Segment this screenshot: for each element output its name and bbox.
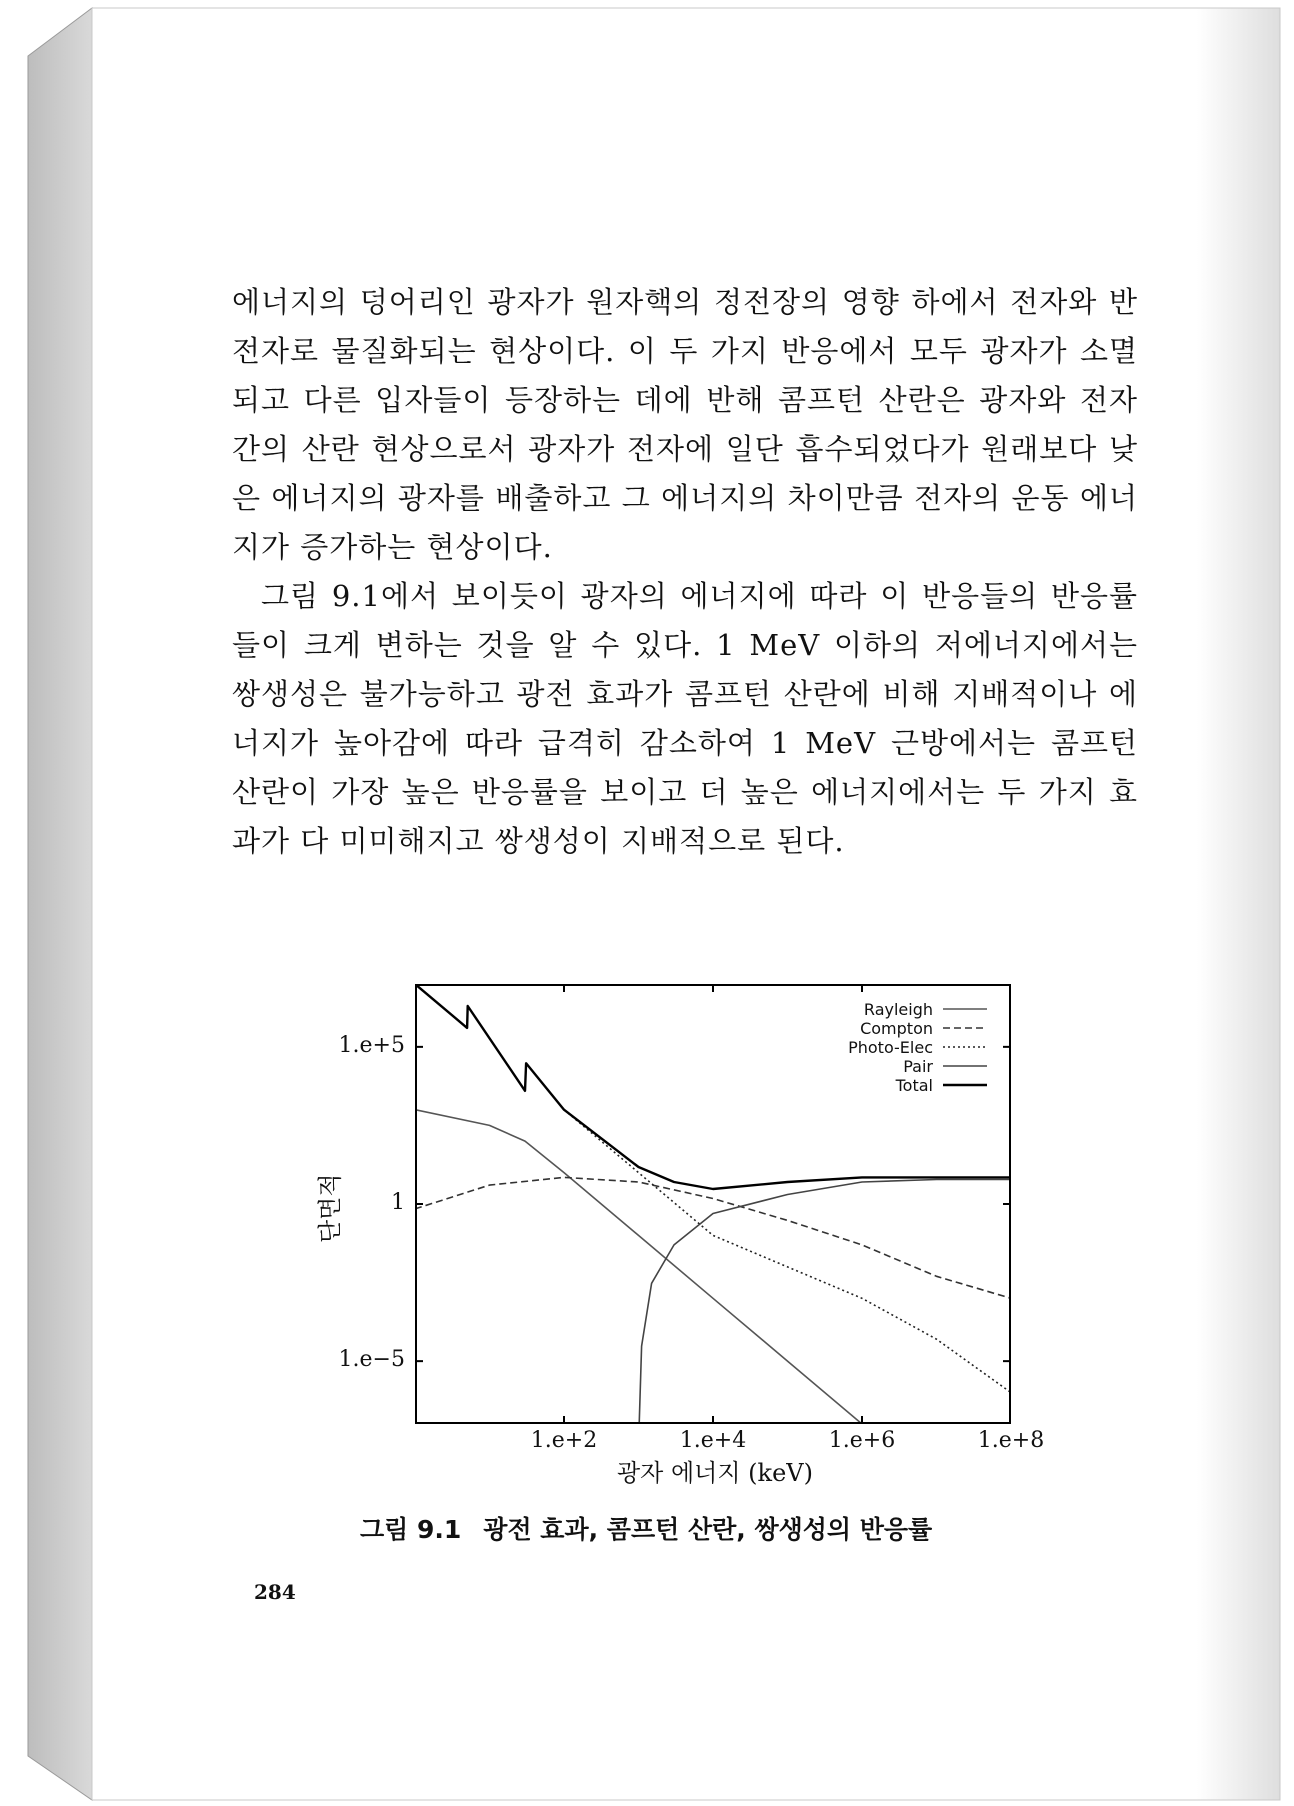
paragraph-1: 에너지의 덩어리인 광자가 원자핵의 정전장의 영향 하에서 전자와 반전자로 물질화되는 현상이다. 이 두 가지 반응에서 모두 광자가 소멸되고 다른 입자들이 등장하는 데에 반해 콤프턴 산란은 광자와 전자 간의 산란 현상으로서 광자가 전자에 일단 흡수되었다가 원래보다 낮은 에너지의 광자를 배출하고 그 에너지의 차이만큼 전자의 운동 에너지가 증가하는 현상이다. xyxy=(232,285,1138,564)
legend-entry xyxy=(729,1000,989,1019)
x-tick-label: 1.e+8 xyxy=(977,1428,1045,1453)
figure-9-1 xyxy=(290,975,1050,1495)
caption-text: 광전 효과, 콤프턴 산란, 쌍생성의 반응률 xyxy=(483,1515,933,1544)
legend-label: Total xyxy=(895,1076,933,1095)
legend-entry xyxy=(729,1019,989,1038)
series-line-rayleigh xyxy=(415,1110,898,1424)
series-line-pair xyxy=(639,1180,1011,1425)
legend-entry xyxy=(729,1057,989,1076)
caption-number: 그림 9.1 xyxy=(360,1515,462,1544)
series-line-compton xyxy=(415,1177,1011,1298)
y-tick-label: 1 xyxy=(391,1190,405,1215)
legend-swatch xyxy=(941,1040,989,1054)
x-tick-label: 1.e+2 xyxy=(530,1428,598,1453)
paragraph-2: 그림 9.1에서 보이듯이 광자의 에너지에 따라 이 반응들의 반응률들이 크게 변하는 것을 알 수 있다. 1 MeV 이하의 저에너지에서는 쌍생성은 불가능하고 광전 효과가 콤프턴 산란에 비해 지배적이나 에너지가 높아감에 따라 급격히 감소하여 1 MeV 근방에서는 콤프턴 산란이 가장 높은 반응률을 보이고 더 높은 에너지에서는 두 가지 효과가 다 미미해지고 쌍생성이 지배적으로 된다. xyxy=(232,579,1138,858)
legend-entry xyxy=(729,1076,989,1095)
legend-swatch xyxy=(941,1059,989,1073)
x-tick-label: 1.e+6 xyxy=(828,1428,896,1453)
page-number: 284 xyxy=(254,1580,296,1604)
legend-swatch xyxy=(941,1021,989,1035)
legend-label: Rayleigh xyxy=(863,1000,933,1019)
legend-label: Pair xyxy=(903,1057,933,1076)
legend-entry xyxy=(729,1038,989,1057)
x-tick-label: 1.e+4 xyxy=(679,1428,747,1453)
y-axis-label: 단면적 xyxy=(316,1173,344,1243)
legend-label: Compton xyxy=(860,1019,933,1038)
legend-label: Photo-Elec xyxy=(848,1038,933,1057)
body-text xyxy=(232,278,1138,866)
legend xyxy=(719,1000,989,1095)
figure-caption xyxy=(360,1510,1020,1546)
y-tick-label: 1.e−5 xyxy=(338,1347,405,1373)
y-tick-label: 1.e+5 xyxy=(338,1032,405,1058)
legend-swatch xyxy=(941,1078,989,1092)
legend-swatch xyxy=(941,1002,989,1016)
x-axis-label: 광자 에너지 (keV) xyxy=(617,1459,813,1487)
